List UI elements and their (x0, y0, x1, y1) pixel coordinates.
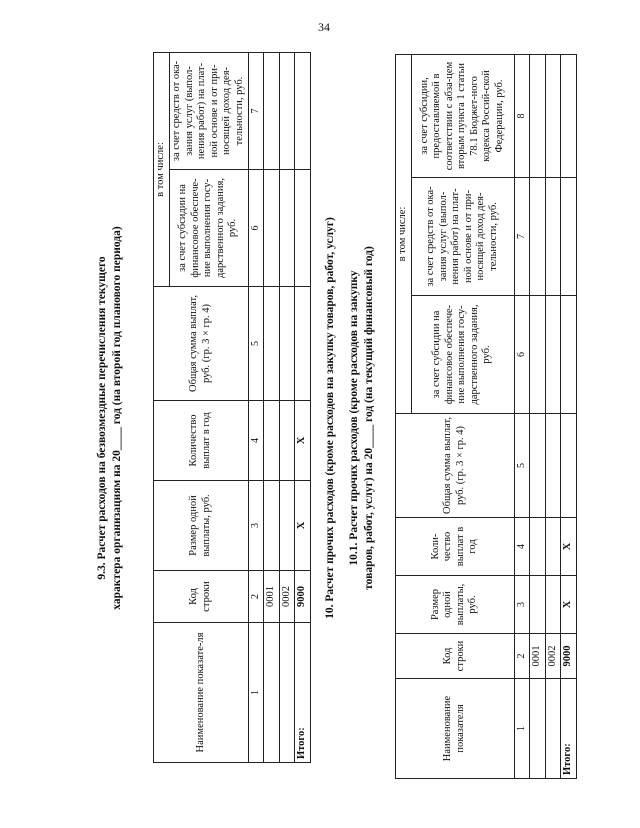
header-size: Размер одной выплаты, руб. (154, 481, 249, 571)
header-name: Наименование показателя (396, 679, 515, 779)
cell-name: Итого: (295, 623, 311, 763)
cell-code: 0002 (279, 571, 295, 623)
col-number: 8 (514, 55, 530, 178)
cell-total (279, 287, 295, 401)
header-subsidy: за счет субсидии на финансовое обеспече-ние выполнения госу-дарственного задания, руб. (411, 296, 514, 414)
cell-name: Итого: (561, 679, 577, 779)
cell-subsidy (279, 170, 295, 287)
cell-income (279, 52, 295, 169)
cell-budget (530, 55, 546, 178)
cell-code: 9000 (295, 571, 311, 623)
cell-count (279, 401, 295, 481)
col-number: 4 (514, 518, 530, 576)
cell-total (561, 414, 577, 518)
cell-name (279, 623, 295, 763)
header-income: за счет средств от ока-зания услуг (выпол-нения работ) на плат-ной основе и от при-носящей доход дея-тельности, руб. (169, 52, 248, 169)
table-row (264, 52, 280, 762)
cell-income (545, 178, 561, 296)
col-number: 3 (248, 481, 264, 571)
cell-size: X (295, 481, 311, 571)
section-101-title-line2: товаров, работ, услуг) на 20____ год (на текущий финансовый год) (363, 246, 375, 590)
col-number: 5 (514, 414, 530, 518)
section-101-title-line1: 10.1. Расчет прочих расходов (кроме расходов на закупку (348, 270, 360, 566)
cell-income (295, 52, 311, 169)
cell-code: 0002 (545, 634, 561, 679)
col-number: 2 (514, 634, 530, 679)
cell-subsidy (264, 170, 280, 287)
cell-size (530, 576, 546, 634)
header-including: в том числе: (154, 52, 170, 286)
cell-code: 9000 (561, 634, 577, 679)
header-name: Наименование показате-ля (154, 623, 249, 763)
cell-size: X (561, 576, 577, 634)
cell-code: 0001 (264, 571, 280, 623)
header-code: Код строки (154, 571, 249, 623)
cell-subsidy (295, 170, 311, 287)
section-10-title: 10. Расчет прочих расходов (кроме расходов на закупку товаров, работ, услуг) (324, 217, 336, 619)
header-subsidy: за счет субсидии на финансовое обеспече-ние выполнения госу-дарственного задания, руб. (169, 170, 248, 287)
col-number: 6 (248, 170, 264, 287)
cell-name (530, 679, 546, 779)
col-number: 1 (514, 679, 530, 779)
total-row (295, 52, 311, 762)
table-row (530, 55, 546, 779)
header-count: Количество выплат в год (154, 401, 249, 481)
cell-budget (545, 55, 561, 178)
cell-total (264, 287, 280, 401)
cell-size (279, 481, 295, 571)
cell-count (530, 518, 546, 576)
col-number: 1 (248, 623, 264, 763)
cell-budget (561, 55, 577, 178)
cell-income (264, 52, 280, 169)
cell-total (545, 414, 561, 518)
section-93-title-line2: характера организациям на 20____ год (на второй год планового периода) (111, 226, 123, 610)
cell-name (264, 623, 280, 763)
cell-name (545, 679, 561, 779)
table-row (545, 55, 561, 779)
header-including: в том числе: (396, 55, 412, 414)
cell-count (545, 518, 561, 576)
cell-income (561, 178, 577, 296)
col-number: 7 (248, 52, 264, 169)
total-row (561, 55, 577, 779)
col-number: 3 (514, 576, 530, 634)
cell-count: X (561, 518, 577, 576)
section-93-title-line1: 9.3. Расчет расходов на безвозмездные перечисления текущего (96, 256, 108, 580)
header-income: за счет средств от ока-зания услуг (выпол-нения работ) на плат-ной основе и от при-носящей доход дея-тельности, руб. (411, 178, 514, 296)
section-101-title (347, 43, 377, 793)
header-total: Общая сумма выплат, руб. (гр. 3 × гр. 4) (154, 287, 249, 401)
cell-count (264, 401, 280, 481)
section-93-title (95, 43, 125, 793)
col-number: 2 (248, 571, 264, 623)
cell-size (545, 576, 561, 634)
header-code: Код строки (396, 634, 515, 679)
table-row (279, 52, 295, 762)
cell-subsidy (561, 296, 577, 414)
cell-subsidy (530, 296, 546, 414)
page-number: 34 (318, 20, 330, 34)
col-number: 6 (514, 296, 530, 414)
cell-total (295, 287, 311, 401)
table-101 (395, 54, 577, 779)
cell-count: X (295, 401, 311, 481)
header-budget: за счет субсидии, предоставляемой в соответствии с абза-цем вторым пункта 1 статьи 78.1 Бюджет-ного кодекса Россий-ской Федерации, руб. (411, 55, 514, 178)
cell-subsidy (545, 296, 561, 414)
cell-size (264, 481, 280, 571)
header-count: Коли-чество выплат в год (396, 518, 515, 576)
cell-total (530, 414, 546, 518)
col-number: 4 (248, 401, 264, 481)
rotated-page-content (95, 43, 573, 793)
table-93 (153, 52, 311, 763)
col-number: 7 (514, 178, 530, 296)
header-size: Размер одной выплаты, руб. (396, 576, 515, 634)
col-number: 5 (248, 287, 264, 401)
cell-income (530, 178, 546, 296)
header-total: Общая сумма выплат, руб. (гр. 3 × гр. 4) (396, 414, 515, 518)
cell-code: 0001 (530, 634, 546, 679)
